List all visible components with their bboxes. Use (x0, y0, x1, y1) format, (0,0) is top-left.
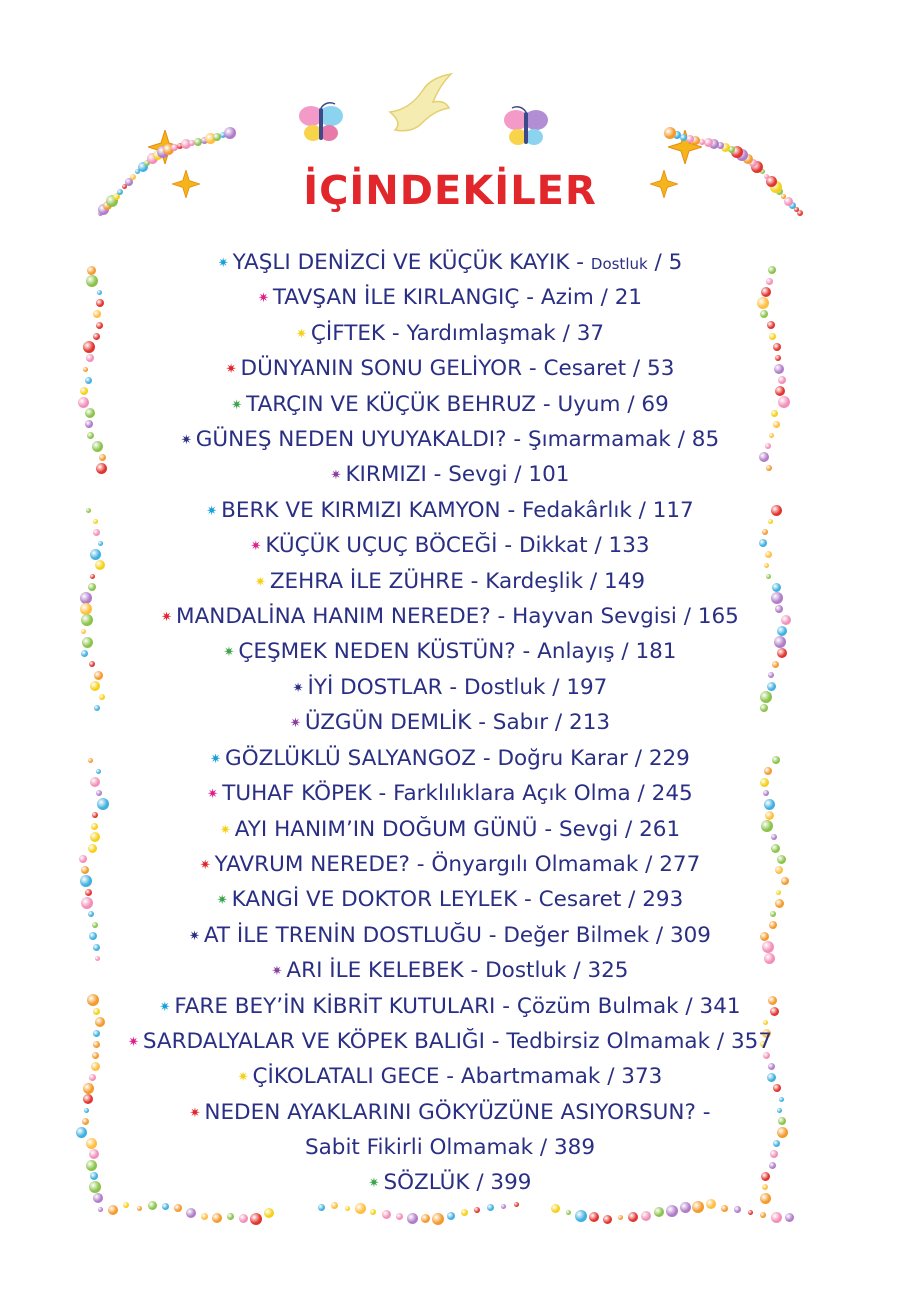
entry-line: Sabit Fikirli Olmamak / 389 (304, 1135, 596, 1161)
entry-title: TARÇIN VE KÜÇÜK BEHRUZ (246, 391, 537, 417)
bead-decoration (692, 1201, 704, 1213)
dove-icon (385, 72, 455, 134)
entry-title: ÇİFTEK (310, 320, 386, 346)
bead-decoration (487, 1204, 494, 1211)
bead-decoration (566, 1210, 571, 1215)
entry-theme: Dostluk (485, 958, 567, 984)
bead-decoration (474, 1207, 480, 1213)
contents-list (60, 246, 840, 1201)
bead-decoration (447, 1212, 455, 1220)
toc-entry: ✷ ZEHRA İLE ZÜHRE - Kardeşlik / 149 (254, 568, 646, 594)
entry-title: ZEHRA İLE ZÜHRE (269, 568, 464, 594)
bead-decoration (603, 1215, 612, 1224)
entry-page-number: 53 (647, 356, 675, 382)
bead-decoration (201, 1213, 208, 1220)
bullet-star-icon: ✷ (254, 574, 266, 590)
toc-entry: ✷ YAŞLI DENİZCİ VE KÜÇÜK KAYIK - Dostluk / 5 (217, 250, 683, 275)
entry-title: ÇİKOLATALI GECE (252, 1064, 440, 1090)
bead-decoration (748, 1210, 753, 1215)
entry-title: KIRMIZI (345, 462, 427, 488)
entry-page-number: 85 (691, 427, 720, 453)
toc-entry: ✷ DÜNYANIN SONU GELİYOR - Cesaret / 53 (225, 356, 675, 382)
bullet-star-icon: ✷ (127, 1034, 139, 1050)
toc-entry: ✷ AYI HANIM’IN DOĞUM GÜNÜ - Sevgi / 261 (219, 816, 681, 842)
toc-entry: ✷ MANDALİNA HANIM NEREDE? - Hayvan Sevgisi / 165 (161, 604, 739, 630)
bead-decoration (421, 1214, 430, 1223)
bead-decoration (699, 139, 705, 145)
entry-theme: Hayvan Sevgisi (512, 604, 677, 630)
bullet-star-icon: ✷ (368, 1175, 380, 1191)
entry-page-number: 21 (614, 285, 643, 311)
bead-decoration (227, 1213, 234, 1220)
entry-page-number: 229 (648, 745, 690, 771)
toc-entry: ✷ ÇİFTEK - Yardımlaşmak / 37 (295, 320, 605, 346)
toc-entry: ✷ TUHAF KÖPEK - Farklılıklara Açık Olma / 245 (207, 781, 693, 807)
bead-decoration (575, 1210, 587, 1222)
bead-decoration (370, 1209, 376, 1215)
entry-title: DÜNYANIN SONU GELİYOR (240, 356, 523, 382)
toc-entry: ✷ SARDALYALAR VE KÖPEK BALIĞI - Tedbirsiz Olmamak / 357 (127, 1028, 773, 1054)
bead-decoration (589, 1212, 599, 1222)
entry-theme: Abartmamak (460, 1064, 601, 1090)
bead-decoration (212, 1213, 222, 1223)
entry-page-number: 245 (651, 781, 693, 807)
toc-entry-continuation (60, 1131, 840, 1165)
entry-page-number: 373 (621, 1064, 663, 1090)
toc-entry: ✷ FARE BEY’İN KİBRİT KUTULARI - Çözüm Bulmak / 341 (159, 993, 741, 1019)
bead-decoration (98, 1207, 103, 1212)
entry-title: GÖZLÜKLÜ SALYANGOZ (225, 745, 477, 771)
toc-entry: ✷ SÖZLÜK / 399 (368, 1169, 532, 1195)
entry-theme: Önyargılı Olmamak (431, 851, 639, 877)
entry-theme: Tedbirsiz Olmamak (506, 1028, 711, 1054)
entry-title: ÇEŞMEK NEDEN KÜSTÜN? (238, 639, 516, 665)
bullet-star-icon: ✷ (330, 468, 342, 484)
bullet-star-icon: ✷ (189, 1105, 201, 1121)
entry-theme: Dikkat (518, 533, 588, 559)
entry-theme: Sevgi (448, 462, 508, 488)
bead-decoration (618, 1215, 623, 1220)
bead-decoration (432, 1213, 444, 1225)
toc-entry: ✷ KANGİ VE DOKTOR LEYLEK - Cesaret / 293 (216, 887, 684, 913)
bead-decoration (551, 1204, 560, 1213)
entry-title: GÜNEŞ NEDEN UYUYAKALDI? (195, 427, 507, 453)
bead-decoration (680, 1202, 691, 1213)
toc-entry: ✷ ARI İLE KELEBEK - Dostluk / 325 (271, 958, 629, 984)
entry-page-number: 133 (608, 533, 650, 559)
bullet-star-icon: ✷ (188, 928, 200, 944)
entry-title: SÖZLÜK (383, 1169, 470, 1195)
entry-theme: Anlayış (537, 639, 615, 665)
bullet-star-icon: ✷ (231, 397, 243, 413)
entry-title: ARI İLE KELEBEK (286, 958, 464, 984)
entry-page-number: 101 (528, 462, 570, 488)
entry-title: AT İLE TRENİN DOSTLUĞU (203, 922, 482, 948)
toc-entry: ✷ GÜNEŞ NEDEN UYUYAKALDI? - Şımarmamak / 85 (180, 427, 720, 453)
bead-decoration (721, 1205, 728, 1212)
bead-decoration (382, 1210, 391, 1219)
toc-entry: ✷ KÜÇÜK UÇUÇ BÖCEĞİ - Dikkat / 133 (250, 533, 650, 559)
entry-title: YAŞLI DENİZCİ VE KÜÇÜK KAYIK (232, 250, 570, 275)
bullet-star-icon: ✷ (292, 680, 304, 696)
bead-decoration (734, 1206, 741, 1213)
bullet-star-icon: ✷ (289, 716, 301, 732)
bead-decoration (137, 1206, 142, 1211)
bead-decoration (264, 1208, 274, 1218)
entry-page-number: 293 (642, 887, 684, 913)
entry-theme: Çözüm Bulmak (516, 993, 679, 1019)
bead-decoration (331, 1202, 338, 1209)
bead-decoration (396, 1213, 403, 1220)
bullet-star-icon: ✷ (257, 291, 269, 307)
entry-theme: Kardeşlik (485, 568, 584, 594)
entry-page-number: 197 (566, 674, 608, 700)
bead-decoration (318, 1204, 325, 1211)
bead-decoration (407, 1213, 418, 1224)
entry-theme: Azim (540, 285, 594, 311)
toc-entry (60, 1096, 840, 1131)
bullet-star-icon: ✷ (271, 964, 283, 980)
bullet-star-icon: ✷ (161, 610, 173, 626)
entry-page-number: 357 (730, 1028, 773, 1054)
bead-decoration (224, 127, 236, 139)
bead-decoration (664, 127, 676, 139)
toc-entry: ✷ YAVRUM NEREDE? - Önyargılı Olmamak / 277 (199, 851, 701, 877)
entry-title: FARE BEY’İN KİBRİT KUTULARI (174, 993, 496, 1019)
entry-theme: Cesaret (538, 887, 622, 913)
bullet-star-icon: ✷ (250, 539, 262, 555)
bullet-star-icon: ✷ (206, 503, 218, 519)
butterfly-icon (295, 102, 350, 147)
entry-page-number: 325 (587, 958, 629, 984)
bead-decoration (501, 1204, 506, 1209)
bullet-star-icon: ✷ (223, 645, 235, 661)
bead-decoration (239, 1214, 248, 1223)
entry-page-number: 341 (699, 993, 741, 1019)
page-title: İÇİNDEKİLER (303, 168, 597, 214)
entry-theme: Değer Bilmek (503, 922, 650, 948)
entry-page-number: 69 (641, 391, 669, 417)
toc-entry: ✷ GÖZLÜKLÜ SALYANGOZ - Doğru Karar / 229 (210, 745, 690, 771)
entry-theme: Farklılıklara Açık Olma (393, 781, 631, 807)
bead-decoration (345, 1206, 350, 1211)
bead-decoration (174, 1204, 182, 1212)
entry-page-number: 181 (635, 639, 677, 665)
bead-decoration (641, 1211, 651, 1221)
toc-entry: ✷ KIRMIZI - Sevgi / 101 (330, 462, 570, 488)
bead-decoration (123, 1202, 129, 1208)
bullet-star-icon: ✷ (210, 751, 222, 767)
entry-theme: Sabır (492, 710, 549, 736)
entry-title: YAVRUM NEREDE? (214, 851, 410, 877)
bead-decoration (148, 1201, 157, 1210)
entry-theme: Şımarmamak (527, 427, 671, 453)
entry-line: NEDEN AYAKLARINI GÖKYÜZÜNE ASIYORSUN? - (204, 1099, 711, 1125)
entry-page-number: 37 (576, 320, 605, 346)
bullet-star-icon: ✷ (207, 787, 219, 803)
toc-entry: ✷ TAVŞAN İLE KIRLANGIÇ - Azim / 21 (257, 285, 643, 311)
entry-title: BERK VE KIRMIZI KAMYON (221, 497, 501, 523)
bullet-star-icon: ✷ (295, 326, 307, 342)
entry-title: TUHAF KÖPEK (222, 781, 372, 807)
bead-decoration (250, 1213, 262, 1225)
entry-theme: Dostluk (464, 674, 546, 700)
entry-theme: Dostluk (590, 255, 648, 273)
entry-title: AYI HANIM’IN DOĞUM GÜNÜ (234, 816, 538, 842)
entry-page-number: 5 (668, 250, 683, 275)
bead-decoration (654, 1207, 664, 1217)
entry-theme: Fedakârlık (522, 497, 632, 523)
bullet-star-icon: ✷ (159, 999, 171, 1015)
toc-entry: ✷ ÜZGÜN DEMLİK - Sabır / 213 (289, 710, 611, 736)
entry-theme: Cesaret (543, 356, 627, 382)
bead-decoration (785, 1213, 794, 1222)
entry-title: SARDALYALAR VE KÖPEK BALIĞI (142, 1028, 485, 1054)
entry-title: KANGİ VE DOKTOR LEYLEK (231, 887, 518, 913)
bead-decoration (514, 1202, 519, 1207)
entry-page-number: 261 (639, 816, 681, 842)
entry-title: ÜZGÜN DEMLİK (304, 710, 472, 736)
toc-entry: ✷ BERK VE KIRMIZI KAMYON - Fedakârlık / 117 (206, 497, 694, 523)
entry-page-number: 165 (697, 604, 739, 630)
entry-title: KÜÇÜK UÇUÇ BÖCEĞİ (265, 533, 498, 559)
bullet-star-icon: ✷ (216, 893, 228, 909)
toc-entry: ✷ TARÇIN VE KÜÇÜK BEHRUZ - Uyum / 69 (231, 391, 669, 417)
bead-decoration (628, 1212, 638, 1222)
bead-decoration (108, 1205, 118, 1215)
entry-page-number: 149 (604, 568, 646, 594)
entry-title: İYİ DOSTLAR (307, 674, 443, 700)
toc-entry: ✷ AT İLE TRENİN DOSTLUĞU - Değer Bilmek / 309 (188, 922, 711, 948)
bullet-star-icon: ✷ (217, 256, 229, 271)
bullet-star-icon: ✷ (219, 822, 231, 838)
bead-decoration (686, 135, 694, 143)
entry-theme: Doğru Karar (497, 745, 628, 771)
bullet-star-icon: ✷ (225, 362, 237, 378)
entry-page-number: 277 (659, 851, 701, 877)
entry-title: MANDALİNA HANIM NEREDE? (176, 604, 491, 630)
entry-page-number: 399 (490, 1169, 532, 1195)
butterfly-icon (500, 106, 555, 151)
entry-page-number: 117 (652, 497, 694, 523)
entry-theme: Uyum (557, 391, 621, 417)
bullet-star-icon: ✷ (180, 433, 192, 449)
entry-title: TAVŞAN İLE KIRLANGIÇ (272, 285, 520, 311)
bead-decoration (355, 1203, 366, 1214)
bead-decoration (666, 1205, 678, 1217)
bead-decoration (461, 1209, 468, 1216)
bead-decoration (186, 1208, 196, 1218)
bullet-star-icon: ✷ (199, 857, 211, 873)
entry-theme: Sevgi (558, 816, 619, 842)
bead-decoration (771, 1212, 782, 1223)
toc-entry: ✷ ÇEŞMEK NEDEN KÜSTÜN? - Anlayış / 181 (223, 639, 677, 665)
bullet-star-icon: ✷ (237, 1070, 249, 1086)
toc-entry: ✷ ÇİKOLATALI GECE - Abartmamak / 373 (237, 1064, 663, 1090)
bead-decoration (162, 1203, 169, 1210)
entry-page-number: 213 (569, 710, 611, 736)
bead-decoration (760, 1212, 766, 1218)
entry-theme: Yardımlaşmak (406, 320, 556, 346)
toc-entry: ✷ İYİ DOSTLAR - Dostluk / 197 (292, 674, 608, 700)
entry-page-number: 309 (669, 922, 711, 948)
